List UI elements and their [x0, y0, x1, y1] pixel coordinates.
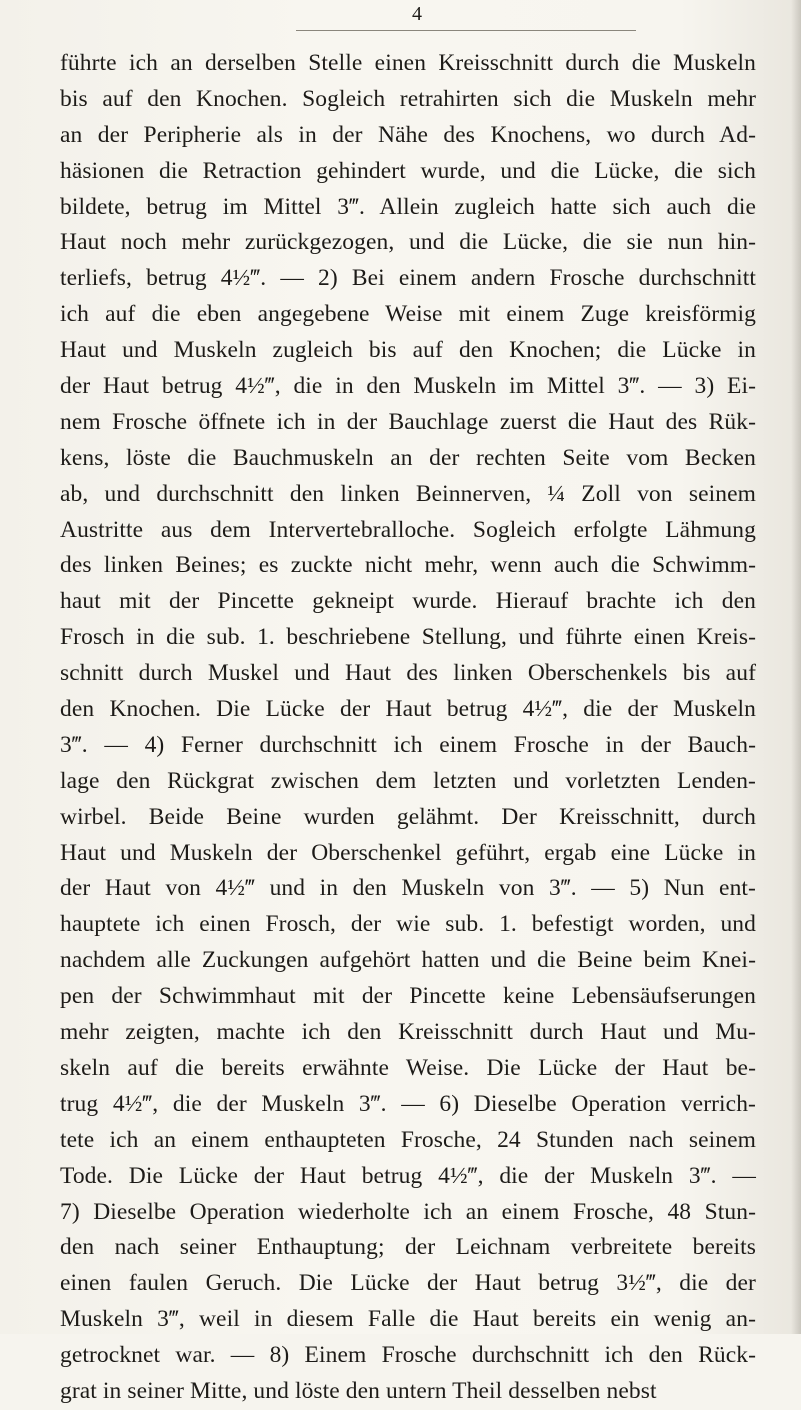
text-line: Haut noch mehr zurückgezogen, und die Lücke, die sie nun hin-: [60, 229, 756, 256]
text-line: bildete, betrug im Mittel 3‴. Allein zugleich hatte sich auch die: [60, 193, 756, 220]
text-line: bis auf den Knochen. Sogleich retrahirten sich die Muskeln mehr: [60, 85, 756, 112]
text-line: lage den Rückgrat zwischen dem letzten und vorletzten Lenden-: [60, 767, 756, 794]
text-line: der Haut von 4½‴ und in den Muskeln von 3‴. — 5) Nun ent-: [60, 875, 756, 902]
text-line: trug 4½‴, die der Muskeln 3‴. — 6) Dieselbe Operation verrich-: [60, 1090, 756, 1117]
text-line: 7) Dieselbe Operation wiederholte ich an einem Frosche, 48 Stun-: [60, 1198, 756, 1225]
text-line: an der Peripherie als in der Nähe des Knochens, wo durch Ad-: [60, 121, 756, 148]
text-line: nem Frosche öffnete ich in der Bauchlage zuerst die Haut des Rük-: [60, 408, 756, 435]
text-line: mehr zeigten, machte ich den Kreisschnitt durch Haut und Mu-: [60, 1019, 756, 1046]
text-line: den nach seiner Enthauptung; der Leichnam verbreitete bereits: [60, 1234, 756, 1261]
text-line: ab, und durchschnitt den linken Beinnerven, ¼ Zoll von seinem: [60, 480, 756, 507]
text-line: Austritte aus dem Intervertebralloche. Sogleich erfolgte Lähmung: [60, 516, 756, 543]
page-edge-shadow: [791, 0, 801, 1334]
text-line: Tode. Die Lücke der Haut betrug 4½‴, die der Muskeln 3‴. —: [60, 1162, 756, 1189]
text-line: ich auf die eben angegebene Weise mit einem Zuge kreisförmig: [60, 301, 756, 328]
text-line: Haut und Muskeln der Oberschenkel geführt, ergab eine Lücke in: [60, 839, 756, 866]
text-line: 3‴. — 4) Ferner durchschnitt ich einem Frosche in der Bauch-: [60, 731, 756, 758]
text-line: nachdem alle Zuckungen aufgehört hatten und die Beine beim Knei-: [60, 947, 756, 974]
text-line: haut mit der Pincette gekneipt wurde. Hierauf brachte ich den: [60, 588, 756, 615]
text-line: getrocknet war. — 8) Einem Frosche durchschnitt ich den Rück-: [60, 1342, 756, 1369]
text-line: des linken Beines; es zuckte nicht mehr, wenn auch die Schwimm-: [60, 552, 756, 579]
page-number: 4: [412, 3, 422, 25]
text-line: schnitt durch Muskel und Haut des linken Oberschenkels bis auf: [60, 660, 756, 687]
text-line: häsionen die Retraction gehindert wurde, und die Lücke, die sich: [60, 157, 756, 184]
text-line: terliefs, betrug 4½‴. — 2) Bei einem andern Frosche durchschnitt: [60, 265, 756, 292]
text-line: den Knochen. Die Lücke der Haut betrug 4½‴, die der Muskeln: [60, 696, 756, 723]
text-line: pen der Schwimmhaut mit der Pincette keine Lebensäufserungen: [60, 983, 756, 1010]
text-line: kens, löste die Bauchmuskeln an der rechten Seite vom Becken: [60, 444, 756, 471]
body-text: [60, 46, 756, 1410]
header-rule: [296, 30, 636, 31]
text-line: wirbel. Beide Beine wurden gelähmt. Der Kreisschnitt, durch: [60, 803, 756, 830]
text-line: hauptete ich einen Frosch, der wie sub. 1. befestigt worden, und: [60, 911, 756, 938]
text-line: Frosch in die sub. 1. beschriebene Stellung, und führte einen Kreis-: [60, 624, 756, 651]
text-line: Muskeln 3‴, weil in diesem Falle die Haut bereits ein wenig an-: [60, 1306, 756, 1333]
text-line: führte ich an derselben Stelle einen Kreisschnitt durch die Muskeln: [60, 50, 756, 76]
text-line: tete ich an einem enthaupteten Frosche, 24 Stunden nach seinem: [60, 1126, 756, 1153]
text-line: skeln auf die bereits erwähnte Weise. Die Lücke der Haut be-: [60, 1054, 756, 1081]
text-line: grat in seiner Mitte, und löste den untern Theil desselben nebst: [60, 1377, 657, 1404]
text-line: einen faulen Geruch. Die Lücke der Haut betrug 3½‴, die der: [60, 1270, 756, 1297]
text-line: Haut und Muskeln zugleich bis auf den Knochen; die Lücke in: [60, 337, 756, 364]
text-line: der Haut betrug 4½‴, die in den Muskeln im Mittel 3‴. — 3) Ei-: [60, 373, 756, 400]
